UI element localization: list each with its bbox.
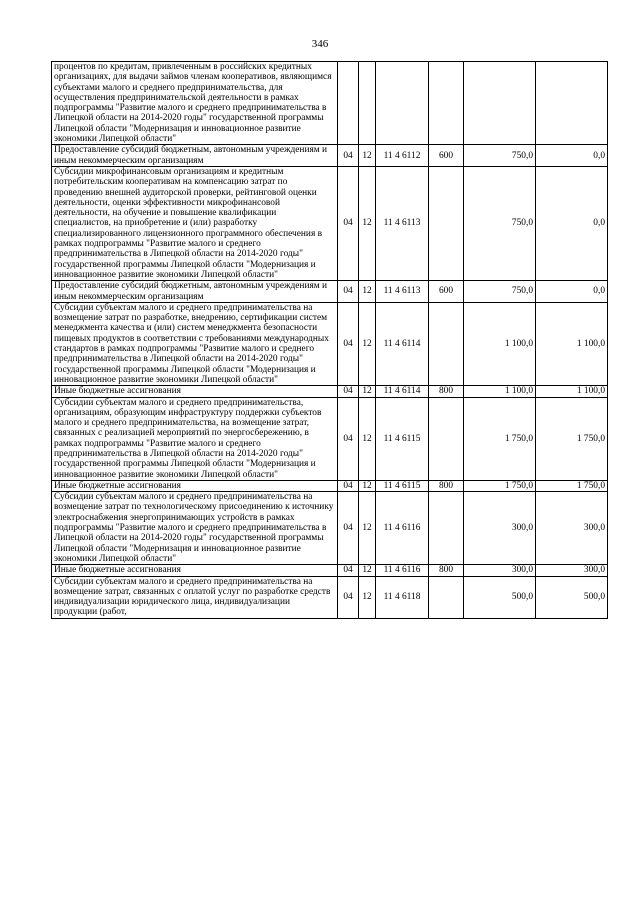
row-name-cell: Субсидии микрофинансовым организациям и кредитным потребительским кооперативам на компенсацию затрат по проведению внешней аудиторской проверки, рейтинговой оценки деятельности, оценки эффективности микрофинансовой деятельности, на обучение и повышение квалификации специалистов, на приобретение и (или) разработку специализированного лицензионного программного обеспечения в рамках подпрограммы "Развитие малого и среднего предпринимательства в Липецкой области на 2014-2020 годы" государственной программы Липецкой области "Модернизация и инновационное развитие экономики Липецкой области"	[52, 166, 338, 280]
row-target-article-cell: 11 4 6115	[376, 397, 429, 480]
row-sum-year2-cell: 1 750,0	[536, 397, 608, 480]
row-section-cell: 04	[338, 166, 359, 280]
row-expense-type-cell	[429, 492, 464, 565]
budget-table-body	[52, 62, 608, 619]
row-expense-type-cell: 600	[429, 281, 464, 303]
row-subsection-cell: 12	[359, 397, 376, 480]
row-section-cell: 04	[338, 565, 359, 576]
row-expense-type-cell	[429, 302, 464, 385]
row-target-article-cell: 11 4 6116	[376, 492, 429, 565]
row-subsection-cell: 12	[359, 281, 376, 303]
row-sum-year1-cell: 1 750,0	[464, 480, 536, 491]
row-subsection-cell: 12	[359, 166, 376, 280]
row-name-cell: Иные бюджетные ассигнования	[52, 565, 338, 576]
budget-table	[51, 61, 608, 619]
row-subsection-cell: 12	[359, 302, 376, 385]
table-row	[52, 576, 608, 618]
row-expense-type-cell: 800	[429, 565, 464, 576]
table-row	[52, 281, 608, 303]
row-subsection-cell: 12	[359, 576, 376, 618]
row-sum-year1-cell: 1 100,0	[464, 302, 536, 385]
row-section-cell: 04	[338, 281, 359, 303]
row-sum-year1-cell: 1 750,0	[464, 397, 536, 480]
row-expense-type-cell	[429, 397, 464, 480]
row-target-article-cell: 11 4 6113	[376, 166, 429, 280]
row-expense-type-cell	[429, 62, 464, 145]
table-row	[52, 480, 608, 491]
row-sum-year1-cell: 750,0	[464, 281, 536, 303]
row-section-cell: 04	[338, 386, 359, 397]
row-subsection-cell: 12	[359, 386, 376, 397]
row-sum-year2-cell: 0,0	[536, 145, 608, 167]
row-sum-year1-cell: 1 100,0	[464, 386, 536, 397]
row-name-cell: Иные бюджетные ассигнования	[52, 386, 338, 397]
row-target-article-cell: 11 4 6113	[376, 281, 429, 303]
row-sum-year2-cell: 1 100,0	[536, 386, 608, 397]
row-subsection-cell: 12	[359, 492, 376, 565]
table-row	[52, 397, 608, 480]
row-name-cell: Субсидии субъектам малого и среднего предпринимательства на возмещение затрат, связанных с оплатой услуг по разработке средств индивидуализации юридического лица, индивидуализации продукции (работ,	[52, 576, 338, 618]
row-sum-year2-cell: 0,0	[536, 281, 608, 303]
row-sum-year2-cell	[536, 62, 608, 145]
row-target-article-cell: 11 4 6116	[376, 565, 429, 576]
row-sum-year1-cell: 300,0	[464, 565, 536, 576]
page-number: 346	[311, 38, 329, 50]
row-section-cell	[338, 62, 359, 145]
row-target-article-cell: 11 4 6118	[376, 576, 429, 618]
table-row	[52, 565, 608, 576]
row-expense-type-cell: 800	[429, 480, 464, 491]
table-row	[52, 62, 608, 145]
row-section-cell: 04	[338, 576, 359, 618]
row-expense-type-cell: 800	[429, 386, 464, 397]
row-name-cell: Иные бюджетные ассигнования	[52, 480, 338, 491]
row-sum-year2-cell: 1 750,0	[536, 480, 608, 491]
row-target-article-cell: 11 4 6114	[376, 386, 429, 397]
table-row	[52, 302, 608, 385]
row-sum-year2-cell: 1 100,0	[536, 302, 608, 385]
row-subsection-cell: 12	[359, 145, 376, 167]
row-target-article-cell: 11 4 6112	[376, 145, 429, 167]
table-row	[52, 145, 608, 167]
row-name-cell: Предоставление субсидий бюджетным, автономным учреждениям и иным некоммерческим организациям	[52, 281, 338, 303]
row-name-cell: Субсидии субъектам малого и среднего предпринимательства на возмещение затрат по разработке, внедрению, сертификации систем менеджмента качества и (или) систем менеджмента безопасности пищевых продуктов в соответствии с требованиями международных стандартов в рамках подпрограммы "Развитие малого и среднего предпринимательства в Липецкой области на 2014-2020 годы" государственной программы Липецкой области "Модернизация и инновационное развитие экономики Липецкой области"	[52, 302, 338, 385]
row-section-cell: 04	[338, 145, 359, 167]
row-sum-year2-cell: 0,0	[536, 166, 608, 280]
row-target-article-cell: 11 4 6115	[376, 480, 429, 491]
row-sum-year1-cell: 300,0	[464, 492, 536, 565]
row-sum-year2-cell: 500,0	[536, 576, 608, 618]
row-sum-year2-cell: 300,0	[536, 565, 608, 576]
row-sum-year1-cell: 500,0	[464, 576, 536, 618]
table-row	[52, 166, 608, 280]
row-sum-year1-cell	[464, 62, 536, 145]
row-name-cell: Субсидии субъектам малого и среднего предпринимательства, организациям, образующим инфраструктуру поддержки субъектов малого и среднего предпринимательства, на возмещение затрат, связанных с реализацией мероприятий по энергосбережению, в рамках подпрограммы "Развитие малого и среднего предпринимательства в Липецкой области на 2014-2020 годы" государственной программы Липецкой области "Модернизация и инновационное развитие экономики Липецкой области"	[52, 397, 338, 480]
row-expense-type-cell: 600	[429, 145, 464, 167]
row-name-cell: Предоставление субсидий бюджетным, автономным учреждениям и иным некоммерческим организациям	[52, 145, 338, 167]
row-expense-type-cell	[429, 576, 464, 618]
row-subsection-cell: 12	[359, 565, 376, 576]
row-name-cell: процентов по кредитам, привлеченным в российских кредитных организациях, для выдачи займов членам кооперативов, являющимся субъектами малого и среднего предпринимательства, для осуществления предпринимательской деятельности в рамках подпрограммы "Развитие малого и среднего предпринимательства в Липецкой области на 2014-2020 годы" государственной программы Липецкой области "Модернизация и инновационное развитие экономики Липецкой области"	[52, 62, 338, 145]
row-section-cell: 04	[338, 397, 359, 480]
row-target-article-cell	[376, 62, 429, 145]
row-subsection-cell	[359, 62, 376, 145]
row-sum-year1-cell: 750,0	[464, 166, 536, 280]
row-expense-type-cell	[429, 166, 464, 280]
row-section-cell: 04	[338, 302, 359, 385]
row-subsection-cell: 12	[359, 480, 376, 491]
row-target-article-cell: 11 4 6114	[376, 302, 429, 385]
row-sum-year2-cell: 300,0	[536, 492, 608, 565]
row-name-cell: Субсидии субъектам малого и среднего предпринимательства на возмещение затрат по технологическому присоединению к источнику электроснабжения энергопринимающих устройств в рамках подпрограммы "Развитие малого и среднего предпринимательства в Липецкой области на 2014-2020 годы" государственной программы Липецкой области "Модернизация и инновационное развитие экономики Липецкой области"	[52, 492, 338, 565]
row-sum-year1-cell: 750,0	[464, 145, 536, 167]
row-section-cell: 04	[338, 492, 359, 565]
table-row	[52, 386, 608, 397]
table-row	[52, 492, 608, 565]
row-section-cell: 04	[338, 480, 359, 491]
